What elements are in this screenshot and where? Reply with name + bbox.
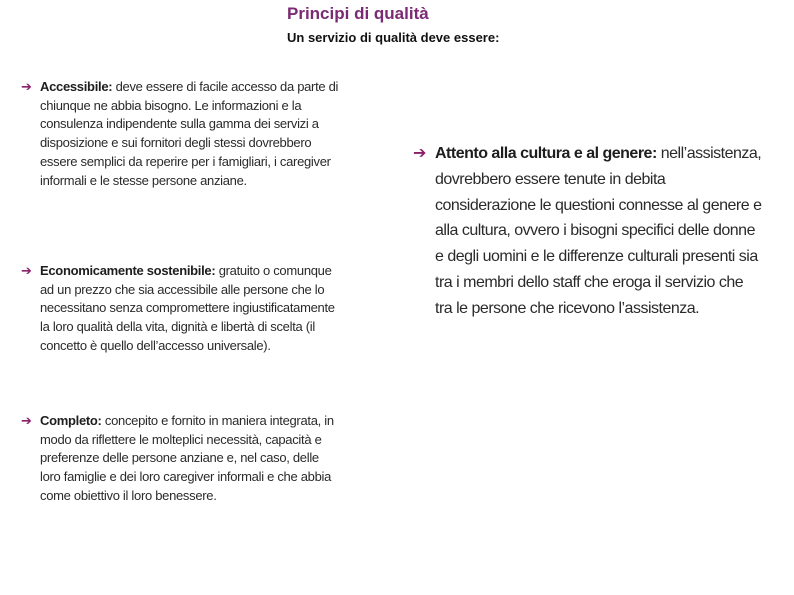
principle-completo [21,412,339,506]
principle-text: gratuito o comunque ad un prezzo che sia accessibile alle persone che lo necessitano senza compromettere ingiustificatamente la loro qualità della vita, dignità e libertà di scelta (il concetto è quello dell’accesso universale). [40,263,335,353]
arrow-right-icon: ➔ [21,413,32,428]
page-subtitle: Un servizio di qualità deve essere: [287,30,500,45]
principle-label: Economicamente sostenibile: [40,263,216,278]
arrow-right-icon: ➔ [21,263,32,278]
principle-text: nell’assistenza, dovrebbero essere tenute in debita considerazione le questioni connesse al genere e alla cultura, ovvero i bisogni specifici delle donne e degli uomini e le differenze culturali presenti sia tra i membri dello staff che eroga il servizio che tra le persone che ricevono l’assistenza. [435,145,762,317]
principle-accessibile [21,78,339,190]
page-title: Principi di qualità [287,4,429,23]
arrow-right-icon: ➔ [21,79,32,94]
principle-economicamente-sostenibile [21,262,339,356]
principle-label: Accessibile: [40,79,113,94]
arrow-right-icon: ➔ [413,145,426,162]
principle-text: deve essere di facile accesso da parte di chiunque ne abbia bisogno. Le informazioni e la consulenza indipendente sulla gamma dei servizi a disposizione e sui fornitori degli stessi dovrebbero essere semplici da reperire per i famigliari, i caregiver informali e le stesse persone anziane. [40,79,339,188]
principle-text: concepito e fornito in maniera integrata, in modo da riflettere le molteplici necessità, capacità e preferenze delle persone anziane e, nel caso, delle loro famiglie e dei loro caregiver informali e che abbia come obiettivo il loro benessere. [40,413,334,503]
principle-label: Completo: [40,413,102,428]
principle-attento-cultura-genere [413,141,763,322]
principle-label: Attento alla cultura e al genere: [435,145,657,162]
